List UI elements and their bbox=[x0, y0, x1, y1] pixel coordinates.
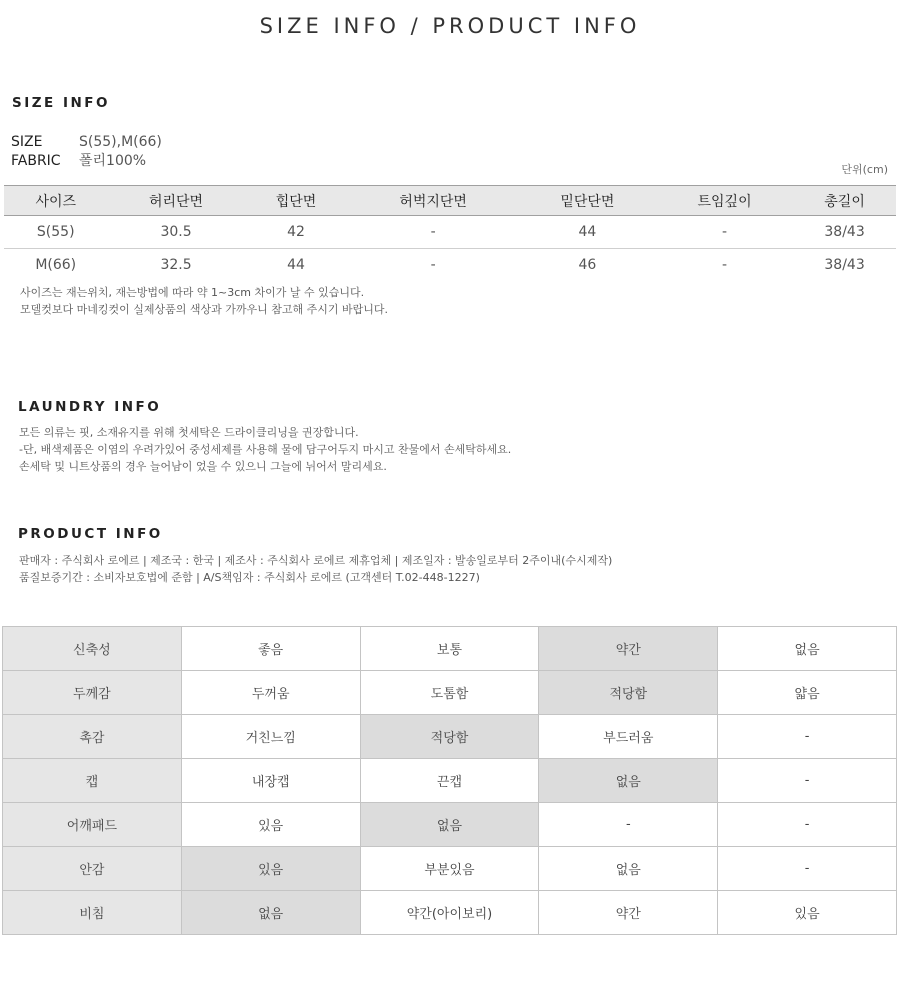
attribute-option-selected: 있음 bbox=[181, 847, 360, 891]
attribute-option: 부분있음 bbox=[360, 847, 539, 891]
attribute-option: - bbox=[539, 803, 718, 847]
product-notes bbox=[19, 552, 612, 586]
note-line: 모델컷보다 마네킹컷이 실제상품의 색상과 가까우니 참고해 주시기 바랍니다. bbox=[20, 303, 389, 316]
attribute-row bbox=[3, 803, 897, 847]
table-cell: S(55) bbox=[4, 216, 107, 249]
attribute-row bbox=[3, 891, 897, 935]
attribute-option: 내장캡 bbox=[181, 759, 360, 803]
table-cell: 44 bbox=[519, 216, 656, 249]
fabric-key: FABRIC bbox=[11, 153, 61, 169]
attribute-option: 없음 bbox=[539, 847, 718, 891]
attribute-row bbox=[3, 759, 897, 803]
attribute-name: 비침 bbox=[3, 891, 182, 935]
attribute-row bbox=[3, 715, 897, 759]
attribute-row bbox=[3, 847, 897, 891]
note-line: 사이즈는 재는위치, 재는방법에 따라 약 1~3cm 차이가 날 수 있습니다. bbox=[20, 286, 365, 299]
size-table bbox=[4, 185, 896, 282]
unit-label: 단위(cm) bbox=[841, 163, 888, 176]
size-table-header bbox=[4, 186, 896, 216]
table-cell: 42 bbox=[245, 216, 348, 249]
attribute-option: 약간 bbox=[539, 891, 718, 935]
attribute-option: 약간(아이보리) bbox=[360, 891, 539, 935]
size-key: SIZE bbox=[11, 134, 43, 150]
table-row bbox=[4, 216, 896, 249]
attribute-option: - bbox=[718, 715, 897, 759]
laundry-info-title: LAUNDRY INFO bbox=[18, 399, 162, 415]
attribute-name: 안감 bbox=[3, 847, 182, 891]
attribute-name: 두께감 bbox=[3, 671, 182, 715]
attribute-row bbox=[3, 671, 897, 715]
laundry-line: 모든 의류는 핏, 소재유지를 위해 첫세탁은 드라이클리닝을 권장합니다. bbox=[19, 426, 359, 439]
table-cell: 30.5 bbox=[107, 216, 244, 249]
attribute-option: 좋음 bbox=[181, 627, 360, 671]
attribute-name: 신축성 bbox=[3, 627, 182, 671]
attribute-option: 끈캡 bbox=[360, 759, 539, 803]
table-cell: 32.5 bbox=[160, 257, 192, 274]
table-cell: 38/43 bbox=[793, 216, 896, 249]
attribute-option: 도톰함 bbox=[360, 671, 539, 715]
col-header: 허벅지단면 bbox=[347, 186, 518, 216]
col-header: 총길이 bbox=[793, 186, 896, 216]
attribute-option-selected: 없음 bbox=[181, 891, 360, 935]
fabric-value: 폴리100% bbox=[79, 153, 147, 169]
attribute-option: 없음 bbox=[718, 627, 897, 671]
table-cell: 44 bbox=[287, 257, 305, 274]
attribute-option: 보통 bbox=[360, 627, 539, 671]
table-cell: - bbox=[656, 216, 793, 249]
size-info-title: SIZE INFO bbox=[12, 95, 110, 111]
col-header: 사이즈 bbox=[4, 186, 107, 216]
attribute-option-selected: 약간 bbox=[539, 627, 718, 671]
product-info-title: PRODUCT INFO bbox=[18, 526, 163, 542]
size-value: S(55),M(66) bbox=[79, 134, 162, 150]
table-cell: 46 bbox=[578, 257, 597, 274]
col-header: 밑단단면 bbox=[519, 186, 656, 216]
attribute-option: 있음 bbox=[181, 803, 360, 847]
table-cell: 38/43 bbox=[824, 257, 865, 274]
attribute-option: - bbox=[718, 803, 897, 847]
table-cell: M(66) bbox=[35, 257, 77, 274]
attribute-option: 부드러움 bbox=[539, 715, 718, 759]
table-row bbox=[4, 249, 896, 282]
size-notes bbox=[20, 284, 388, 318]
attribute-option: - bbox=[718, 847, 897, 891]
table-cell: - bbox=[347, 216, 518, 249]
product-line: 판매자 : 주식회사 로에르 | 제조국 : 한국 | 제조사 : 주식회사 로에르 제휴업체 | 제조일자 : 발송일로부터 2주이내(수시제작) bbox=[19, 554, 613, 567]
attribute-option: - bbox=[718, 759, 897, 803]
table-cell: - bbox=[430, 257, 436, 274]
laundry-line: 손세탁 및 니트상품의 경우 늘어남이 었을 수 있으니 그늘에 뉘어서 말리세요. bbox=[19, 460, 387, 473]
attribute-table bbox=[2, 626, 897, 935]
product-line: 품질보증기간 : 소비자보호법에 준함 | A/S책임자 : 주식회사 로에르 (고객센터 T.02-448-1227) bbox=[19, 571, 480, 584]
col-header: 트임깊이 bbox=[656, 186, 793, 216]
laundry-notes bbox=[19, 424, 511, 475]
col-header: 허리단면 bbox=[107, 186, 244, 216]
attribute-option: 있음 bbox=[718, 891, 897, 935]
attribute-row bbox=[3, 627, 897, 671]
attribute-option: 거친느낌 bbox=[181, 715, 360, 759]
size-spec bbox=[11, 134, 162, 150]
attribute-name: 촉감 bbox=[3, 715, 182, 759]
fabric-spec bbox=[11, 150, 146, 170]
attribute-option-selected: 적당함 bbox=[539, 671, 718, 715]
col-header: 힙단면 bbox=[245, 186, 348, 216]
attribute-name: 캡 bbox=[3, 759, 182, 803]
attribute-option-selected: 없음 bbox=[360, 803, 539, 847]
attribute-option: 얇음 bbox=[718, 671, 897, 715]
attribute-name: 어깨패드 bbox=[3, 803, 182, 847]
table-cell: - bbox=[722, 257, 728, 274]
attribute-option-selected: 적당함 bbox=[360, 715, 539, 759]
attribute-option-selected: 없음 bbox=[539, 759, 718, 803]
attribute-option: 두꺼움 bbox=[181, 671, 360, 715]
page-title: SIZE INFO / PRODUCT INFO bbox=[259, 14, 641, 38]
laundry-line: -단, 배색제품은 이염의 우려가있어 중성세제를 사용해 물에 담구어두지 마시고 찬물에서 손세탁하세요. bbox=[19, 443, 512, 456]
